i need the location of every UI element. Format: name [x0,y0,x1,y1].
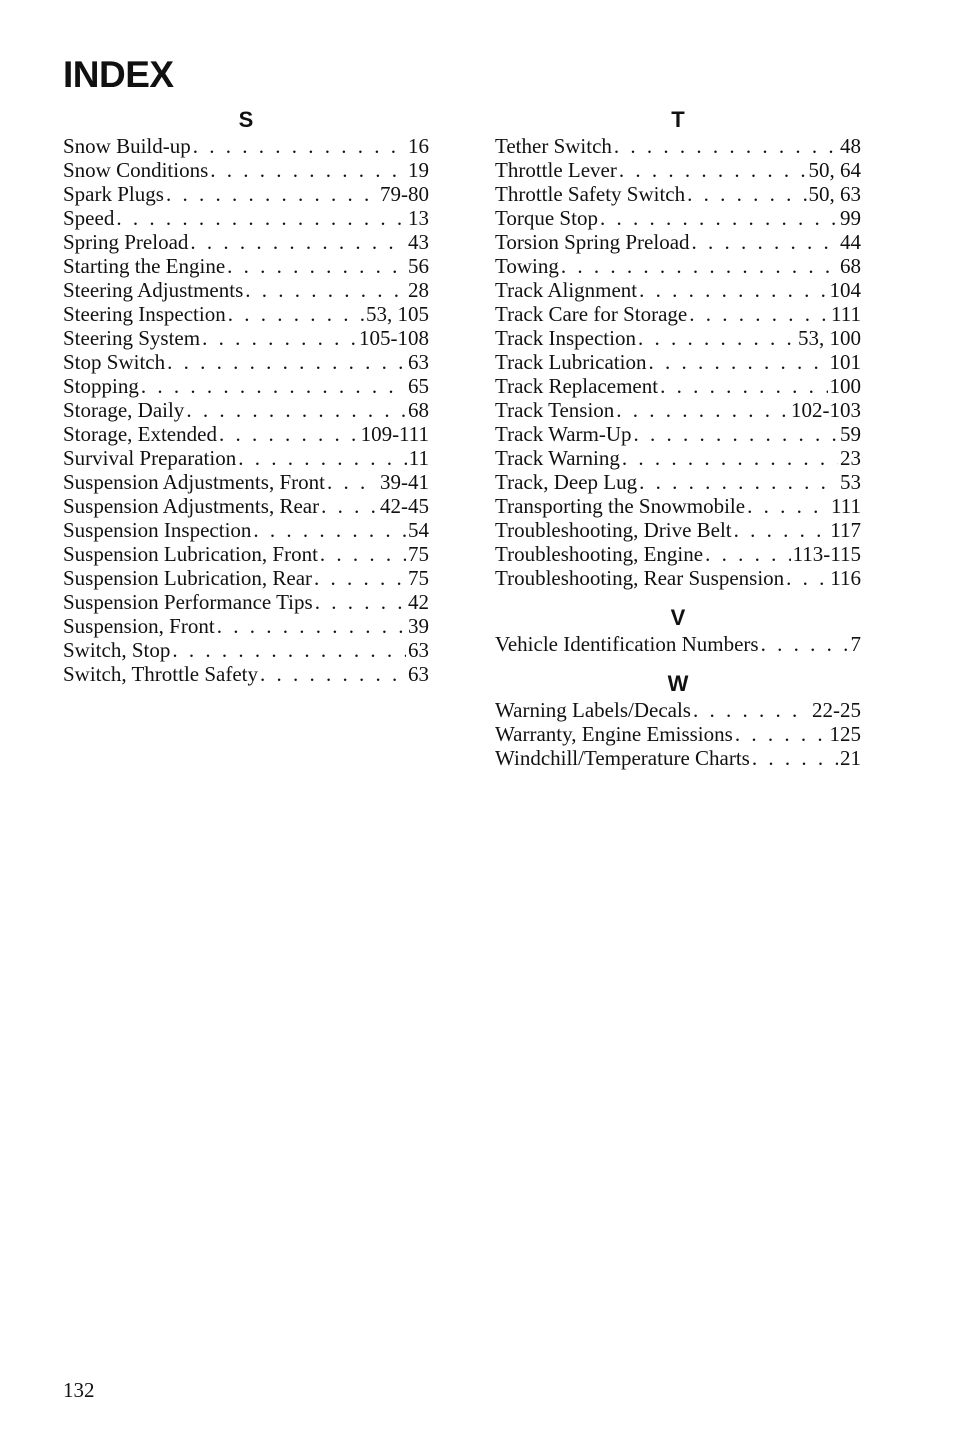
dot-leader [619,158,807,182]
index-entry [495,302,861,326]
index-term: Steering Adjustments [63,278,244,302]
index-entry [63,302,429,326]
index-page-ref: 68 [408,398,429,422]
dot-leader [648,350,827,374]
dot-leader [614,134,838,158]
index-page-ref: 42 [408,590,429,614]
index-term: Track Alignment [495,278,638,302]
index-page-ref: 54 [408,518,429,542]
dot-leader [705,542,791,566]
index-page-ref: 105-108 [359,326,429,350]
index-term: Tether Switch [495,134,612,158]
index-term: Spring Preload [63,230,189,254]
entry-list [495,134,861,590]
index-entry [495,398,861,422]
index-page-ref: 75 [408,566,429,590]
index-entry [495,182,861,206]
index-entry [495,422,861,446]
index-entry [63,326,429,350]
index-entry [495,350,861,374]
index-page-ref: 125 [829,722,861,746]
index-entry [495,632,861,656]
index-entry [495,254,861,278]
entry-list [495,698,861,770]
index-entry [63,422,429,446]
dot-leader [660,374,827,398]
index-term: Warranty, Engine Emissions [495,722,733,746]
index-entry [495,470,861,494]
index-term: Spark Plugs [63,182,164,206]
index-term: Survival Preparation [63,446,237,470]
section-letter: S [238,107,254,132]
index-entry [495,158,861,182]
dot-leader [228,302,364,326]
index-entry [63,638,429,662]
page-number: 132 [63,1378,95,1402]
index-entry [495,446,861,470]
index-term: Suspension Adjustments, Front [63,470,325,494]
index-term: Suspension Inspection [63,518,252,542]
dot-leader [217,614,406,638]
index-page-ref: 104 [829,278,861,302]
index-term: Steering System [63,326,201,350]
dot-leader [634,422,838,446]
dot-leader [616,398,789,422]
index-page-ref: 43 [408,230,429,254]
index-entry [495,494,861,518]
index-term: Vehicle Identification Numbers [495,632,759,656]
index-term: Throttle Lever [495,158,617,182]
index-entry [63,614,429,638]
index-page-ref: 53, 100 [798,326,861,350]
index-term: Towing [495,254,559,278]
index-term: Steering Inspection [63,302,226,326]
index-entry [63,206,429,230]
index-entry [495,746,861,770]
dot-leader [253,518,406,542]
index-page-ref: 44 [840,230,861,254]
index-page-ref: 113-115 [792,542,861,566]
index-term: Track, Deep Lug [495,470,638,494]
index-page-ref: 56 [408,254,429,278]
index-term: Warning Labels/Decals [495,698,691,722]
dot-leader [689,302,829,326]
index-page-ref: 65 [408,374,429,398]
dot-leader [167,350,406,374]
index-page-ref: 13 [408,206,429,230]
index-page-ref: 100 [829,374,861,398]
dot-leader [693,698,810,722]
dot-leader [747,494,829,518]
dot-leader [116,206,406,230]
index-term: Snow Build-up [63,134,191,158]
index-term: Suspension Performance Tips [63,590,313,614]
dot-leader [752,746,838,770]
index-term: Troubleshooting, Rear Suspension [495,566,785,590]
index-page-ref: 111 [831,494,861,518]
dot-leader [639,278,827,302]
index-term: Suspension, Front [63,614,215,638]
index-term: Stop Switch [63,350,166,374]
section-letter: V [670,605,686,630]
index-term: Switch, Stop [63,638,171,662]
index-entry [63,542,429,566]
dot-leader [320,542,406,566]
index-page-ref: 117 [830,518,861,542]
index-term: Track Warm-Up [495,422,632,446]
dot-leader [190,230,406,254]
dot-leader [202,326,357,350]
index-page-ref: 53, 105 [366,302,429,326]
index-section-t [495,106,861,590]
index-page-ref: 109-111 [360,422,429,446]
index-entry [63,182,429,206]
dot-leader [315,590,406,614]
index-term: Switch, Throttle Safety [63,662,258,686]
index-term: Speed [63,206,115,230]
page-title: INDEX [63,54,174,95]
index-page-ref: 19 [408,158,429,182]
index-term: Stopping [63,374,139,398]
dot-leader [327,470,378,494]
index-term: Track Tension [495,398,615,422]
dot-leader [622,446,838,470]
index-column-right [495,106,861,770]
index-term: Troubleshooting, Engine [495,542,704,566]
index-term: Torque Stop [495,206,598,230]
index-page-ref: 63 [408,638,429,662]
index-entry [495,206,861,230]
dot-leader [172,638,406,662]
index-entry [63,350,429,374]
index-term: Track Lubrication [495,350,647,374]
index-entry [63,398,429,422]
dot-leader [761,632,849,656]
index-entry [63,470,429,494]
dot-leader [321,494,378,518]
index-entry [63,518,429,542]
index-term: Transporting the Snowmobile [495,494,746,518]
index-page-ref: 48 [840,134,861,158]
index-entry [63,158,429,182]
index-term: Suspension Lubrication, Rear [63,566,313,590]
index-entry [495,230,861,254]
index-page-ref: 79-80 [380,182,429,206]
index-page-ref: 75 [408,542,429,566]
index-entry [63,494,429,518]
dot-leader [227,254,406,278]
index-page-ref: 23 [840,446,861,470]
index-entry [495,278,861,302]
entry-list [63,134,429,686]
index-term: Track Replacement [495,374,659,398]
dot-leader [734,518,829,542]
index-entry [495,134,861,158]
index-entry [495,542,861,566]
index-page-ref: 59 [840,422,861,446]
dot-leader [735,722,828,746]
dot-leader [238,446,407,470]
dot-leader [260,662,406,686]
index-page-ref: 102-103 [791,398,861,422]
index-term: Storage, Daily [63,398,185,422]
index-page-ref: 63 [408,662,429,686]
index-entry [63,278,429,302]
dot-leader [692,230,838,254]
dot-leader [166,182,378,206]
index-page-ref: 39 [408,614,429,638]
index-entry [495,698,861,722]
dot-leader [141,374,406,398]
dot-leader [639,470,838,494]
index-term: Suspension Lubrication, Front [63,542,318,566]
index-page-ref: 68 [840,254,861,278]
index-page-ref: 50, 64 [808,158,861,182]
index-page-ref: 50, 63 [808,182,861,206]
index-entry [63,254,429,278]
index-entry [495,326,861,350]
dot-leader [600,206,838,230]
index-page-ref: 42-45 [380,494,429,518]
index-entry [495,374,861,398]
dot-leader [786,566,828,590]
dot-leader [561,254,838,278]
index-entry [63,662,429,686]
index-page-ref: 101 [829,350,861,374]
dot-leader [638,326,796,350]
index-page-ref: 99 [840,206,861,230]
index-entry [63,374,429,398]
index-term: Storage, Extended [63,422,217,446]
index-page-ref: 39-41 [380,470,429,494]
index-page-ref: 11 [408,446,429,470]
index-entry [63,446,429,470]
index-entry [63,134,429,158]
dot-leader [687,182,806,206]
index-page-ref: 16 [408,134,429,158]
entry-list [495,632,861,656]
index-entry [63,566,429,590]
index-page-ref: 7 [850,632,861,656]
dot-leader [186,398,406,422]
index-section-w [495,670,861,770]
index-page-ref: 22-25 [812,698,861,722]
index-page-ref: 63 [408,350,429,374]
index-entry [495,722,861,746]
index-term: Track Care for Storage [495,302,688,326]
dot-leader [245,278,406,302]
index-term: Windchill/Temperature Charts [495,746,750,770]
section-letter: W [667,671,689,696]
index-column-left [63,106,429,686]
index-term: Starting the Engine [63,254,226,278]
index-page-ref: 111 [831,302,861,326]
index-section-s [63,106,429,686]
dot-leader [219,422,359,446]
index-page-ref: 21 [840,746,861,770]
index-term: Throttle Safety Switch [495,182,686,206]
dot-leader [314,566,406,590]
dot-leader [210,158,406,182]
index-page-ref: 53 [840,470,861,494]
index-page-ref: 116 [830,566,861,590]
index-term: Suspension Adjustments, Rear [63,494,320,518]
index-term: Troubleshooting, Drive Belt [495,518,732,542]
index-entry [63,590,429,614]
index-term: Track Warning [495,446,620,470]
index-term: Torsion Spring Preload [495,230,690,254]
index-entry [63,230,429,254]
section-letter: T [671,107,685,132]
index-page-ref: 28 [408,278,429,302]
index-term: Snow Conditions [63,158,209,182]
dot-leader [193,134,406,158]
index-entry [495,566,861,590]
index-entry [495,518,861,542]
index-section-v [495,604,861,656]
index-term: Track Inspection [495,326,636,350]
